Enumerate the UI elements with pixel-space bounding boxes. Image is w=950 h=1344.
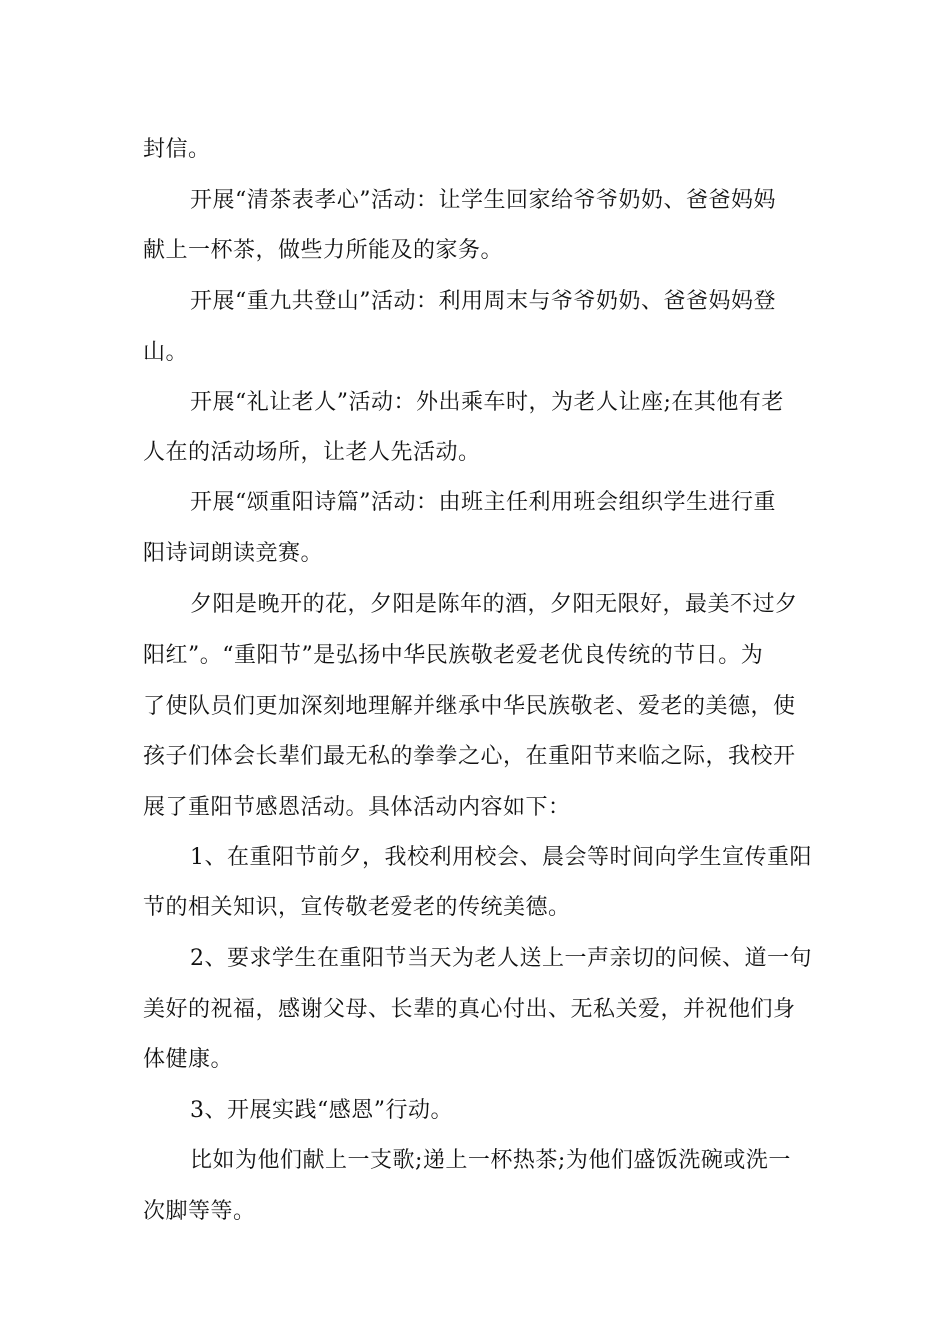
text-line: 比如为他们献上一支歌;递上一杯热茶;为他们盛饭洗碗或洗一 bbox=[190, 1148, 791, 1173]
text-line: 展了重阳节感恩活动。具体活动内容如下： bbox=[143, 795, 571, 820]
text-line: 人在的活动场所，让老人先活动。 bbox=[143, 440, 481, 465]
text-line: 1、在重阳节前夕，我校利用校会、晨会等时间向学生宣传重阳 bbox=[190, 845, 812, 870]
text-line: 封信。 bbox=[143, 137, 211, 162]
text-line: 孩子们体会长辈们最无私的拳拳之心，在重阳节来临之际，我校开 bbox=[143, 744, 796, 769]
text-line: 献上一杯茶，做些力所能及的家务。 bbox=[143, 238, 504, 263]
text-line: 开展“礼让老人”活动：外出乘车时，为老人让座;在其他有老 bbox=[190, 390, 784, 415]
text-line: 美好的祝福，感谢父母、长辈的真心付出、无私关爱，并祝他们身 bbox=[143, 997, 796, 1022]
text-line: 开展“重九共登山”活动：利用周末与爷爷奶奶、爸爸妈妈登 bbox=[190, 289, 776, 314]
text-line: 3、开展实践“感恩”行动。 bbox=[190, 1098, 453, 1123]
text-line: 开展“清茶表孝心”活动：让学生回家给爷爷奶奶、爸爸妈妈 bbox=[190, 188, 776, 213]
text-line: 开展“颂重阳诗篇”活动：由班主任利用班会组织学生进行重 bbox=[190, 490, 776, 515]
text-line: 阳红”。“重阳节”是弘扬中华民族敬老爱老优良传统的节日。为 bbox=[143, 643, 764, 668]
text-line: 节的相关知识，宣传敬老爱老的传统美德。 bbox=[143, 895, 571, 920]
text-line: 了使队员们更加深刻地理解并继承中华民族敬老、爱老的美德，使 bbox=[143, 694, 796, 719]
text-line: 2、要求学生在重阳节当天为老人送上一声亲切的问候、道一句 bbox=[190, 946, 812, 971]
text-line: 体健康。 bbox=[143, 1047, 234, 1072]
text-line: 次脚等等。 bbox=[143, 1199, 256, 1224]
text-line: 夕阳是晚开的花，夕阳是陈年的酒，夕阳无限好，最美不过夕 bbox=[190, 592, 798, 617]
text-line: 山。 bbox=[143, 340, 189, 365]
text-line: 阳诗词朗读竞赛。 bbox=[143, 541, 324, 566]
